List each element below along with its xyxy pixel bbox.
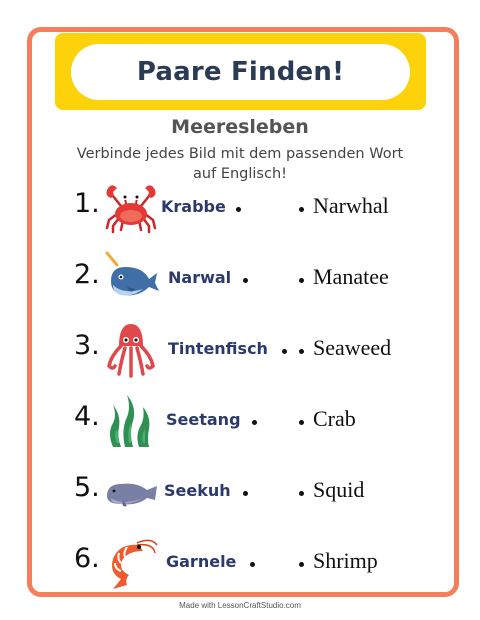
- match-row: [0, 322, 480, 382]
- item-number: 1.: [74, 188, 100, 219]
- match-row: [0, 535, 480, 595]
- english-word: Crab: [313, 406, 356, 431]
- match-dot-left[interactable]: [243, 491, 248, 496]
- match-dot-left[interactable]: [252, 420, 257, 425]
- match-dot-left[interactable]: [250, 562, 255, 567]
- seaweed-icon: [103, 393, 159, 449]
- narwhal-icon: [103, 251, 159, 307]
- german-word: Garnele: [166, 552, 237, 571]
- squid-icon: [103, 322, 159, 378]
- page-title: Paare Finden!: [136, 57, 345, 87]
- instructions-line-2: auf Englisch!: [193, 166, 287, 182]
- item-number: 3.: [74, 330, 100, 361]
- match-dot-left[interactable]: [236, 207, 241, 212]
- english-word: Seaweed: [313, 335, 392, 360]
- german-word: Seekuh: [164, 481, 231, 500]
- match-dot-right[interactable]: [299, 491, 304, 496]
- english-word: Manatee: [313, 264, 389, 289]
- page-subtitle: Meeresleben: [171, 116, 309, 138]
- footer-credit: Made with LessonCraftStudio.com: [179, 601, 301, 610]
- item-number: 6.: [74, 543, 100, 574]
- german-word: Narwal: [168, 268, 232, 287]
- german-word: Tintenfisch: [168, 339, 268, 358]
- match-dot-right[interactable]: [299, 349, 304, 354]
- manatee-icon: [103, 464, 159, 520]
- match-dot-right[interactable]: [299, 420, 304, 425]
- item-number: 2.: [74, 259, 100, 290]
- match-dot-left[interactable]: [282, 349, 287, 354]
- match-row: [0, 464, 480, 524]
- title-pill: [71, 44, 410, 100]
- item-number: 4.: [74, 401, 100, 432]
- match-row: [0, 180, 480, 240]
- match-dot-right[interactable]: [299, 207, 304, 212]
- german-word: Krabbe: [161, 197, 226, 216]
- match-dot-right[interactable]: [299, 562, 304, 567]
- match-dot-right[interactable]: [299, 278, 304, 283]
- match-row: [0, 251, 480, 311]
- english-word: Narwhal: [313, 193, 389, 218]
- german-word: Seetang: [166, 410, 241, 429]
- english-word: Squid: [313, 477, 365, 502]
- match-dot-left[interactable]: [243, 278, 248, 283]
- shrimp-icon: [103, 535, 159, 591]
- english-word: Shrimp: [313, 548, 378, 573]
- item-number: 5.: [74, 472, 100, 503]
- instructions-line-1: Verbinde jedes Bild mit dem passenden Wort: [76, 146, 404, 162]
- crab-icon: [103, 180, 159, 236]
- match-row: [0, 393, 480, 453]
- instructions: [60, 144, 420, 184]
